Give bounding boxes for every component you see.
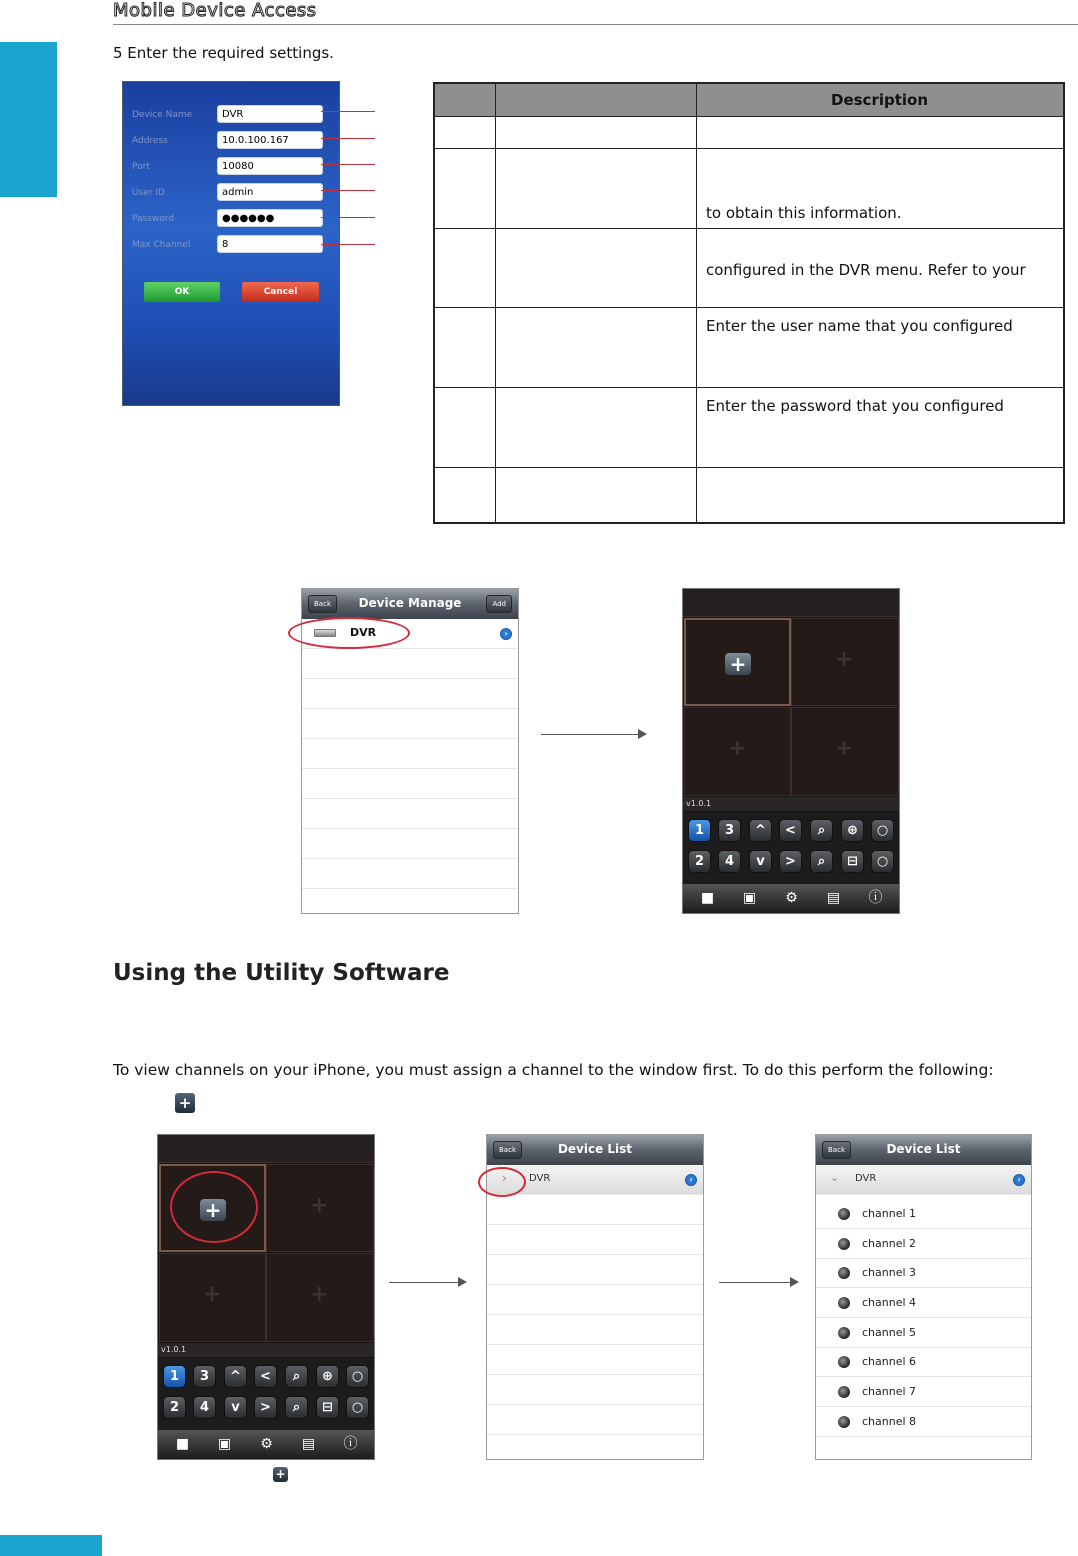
tilt-down-button[interactable]: v bbox=[749, 850, 772, 873]
channel-1-button[interactable]: 1 bbox=[163, 1365, 186, 1388]
channel-label: channel 1 bbox=[862, 1207, 917, 1220]
info-disclosure-icon[interactable]: › bbox=[500, 628, 512, 640]
channel-row[interactable] bbox=[816, 1378, 1031, 1407]
table-col-divider bbox=[696, 84, 697, 522]
zoom-out-button[interactable]: ⌕ bbox=[810, 850, 833, 873]
snapshot-icon[interactable]: ▣ bbox=[217, 1436, 232, 1452]
callout-line-1 bbox=[321, 111, 375, 112]
zoom-in-button[interactable]: ⌕ bbox=[285, 1365, 308, 1388]
table-cell: Enter the user name that you configured bbox=[706, 317, 1013, 335]
add-channel-dim-icon: + bbox=[835, 647, 854, 672]
playback-icon[interactable]: ▤ bbox=[301, 1436, 316, 1452]
page-header-title: Mobile Device Access bbox=[113, 0, 317, 21]
tilt-up-button[interactable]: ^ bbox=[749, 819, 772, 842]
device-list-expanded-screenshot bbox=[815, 1134, 1032, 1460]
table-cell: configured in the DVR menu. Refer to your bbox=[706, 261, 1026, 279]
expand-chevron-icon[interactable]: › bbox=[502, 1171, 507, 1185]
section-heading: Using the Utility Software bbox=[113, 960, 450, 986]
iris-close-button[interactable]: ○ bbox=[871, 850, 894, 873]
version-label: v1.0.1 bbox=[158, 1343, 374, 1357]
focus-far-button[interactable]: ⊟ bbox=[316, 1396, 339, 1419]
camera-icon bbox=[838, 1356, 850, 1368]
add-channel-icon: + bbox=[273, 1467, 288, 1482]
table-row-divider bbox=[435, 307, 1063, 308]
channel-row[interactable] bbox=[816, 1408, 1031, 1437]
table-header-description: Description bbox=[831, 91, 929, 109]
password-label: Password bbox=[132, 214, 175, 224]
callout-line-6 bbox=[321, 244, 375, 245]
section-intro: To view channels on your iPhone, you must assign a channel to the window first. To do this perform the following: bbox=[113, 1061, 994, 1079]
channel-label: channel 4 bbox=[862, 1296, 917, 1309]
channel-row[interactable] bbox=[816, 1259, 1031, 1288]
video-window-4[interactable] bbox=[791, 707, 899, 796]
address-field[interactable]: 10.0.100.167 bbox=[217, 131, 323, 149]
camera-icon bbox=[838, 1386, 850, 1398]
playback-icon[interactable]: ▤ bbox=[826, 890, 841, 906]
empty-row bbox=[487, 1405, 703, 1435]
navbar bbox=[487, 1135, 703, 1165]
add-channel-dim-icon: + bbox=[310, 1282, 329, 1307]
password-field[interactable]: ●●●●●● bbox=[217, 209, 323, 227]
address-label: Address bbox=[132, 136, 168, 146]
tilt-down-button[interactable]: v bbox=[224, 1396, 247, 1419]
control-pad bbox=[683, 812, 899, 884]
add-channel-dim-icon: + bbox=[310, 1193, 329, 1218]
nav-title: Device List bbox=[557, 1142, 633, 1156]
empty-row bbox=[487, 1315, 703, 1345]
channel-2-button[interactable]: 2 bbox=[688, 850, 711, 873]
table-header bbox=[435, 84, 1063, 117]
tilt-up-button[interactable]: ^ bbox=[224, 1365, 247, 1388]
channel-row[interactable] bbox=[816, 1319, 1031, 1348]
channel-label: channel 2 bbox=[862, 1237, 917, 1250]
channel-row[interactable] bbox=[816, 1348, 1031, 1377]
port-field[interactable]: 10080 bbox=[217, 157, 323, 175]
empty-row bbox=[487, 1285, 703, 1315]
pan-right-button[interactable]: > bbox=[254, 1396, 277, 1419]
empty-row bbox=[302, 829, 518, 859]
empty-row bbox=[302, 739, 518, 769]
iris-open-button[interactable]: ○ bbox=[871, 819, 894, 842]
callout-line-2 bbox=[321, 138, 375, 139]
back-button[interactable]: Back bbox=[493, 1141, 522, 1159]
snapshot-icon[interactable]: ▣ bbox=[742, 890, 757, 906]
live-top-bar bbox=[683, 589, 899, 617]
cancel-button[interactable]: Cancel bbox=[242, 282, 319, 302]
table-cell: Enter the password that you configured bbox=[706, 397, 1004, 415]
settings-icon[interactable]: ⚙ bbox=[785, 890, 798, 906]
side-tab bbox=[0, 42, 57, 197]
callout-line-4 bbox=[321, 190, 375, 191]
channel-label: channel 8 bbox=[862, 1415, 917, 1428]
arrow-icon bbox=[389, 1282, 465, 1283]
focus-far-button[interactable]: ⊟ bbox=[841, 850, 864, 873]
iris-open-button[interactable]: ○ bbox=[346, 1365, 369, 1388]
header-rule bbox=[113, 24, 1078, 25]
table-cell: to obtain this information. bbox=[706, 204, 902, 222]
table-col-divider bbox=[495, 84, 496, 522]
video-window-3[interactable] bbox=[159, 1253, 266, 1342]
navbar bbox=[302, 589, 518, 619]
stop-icon[interactable]: ■ bbox=[175, 1436, 190, 1452]
channel-label: channel 3 bbox=[862, 1266, 917, 1279]
empty-row bbox=[487, 1255, 703, 1285]
highlight-circle bbox=[478, 1167, 526, 1197]
add-channel-dim-icon: + bbox=[835, 736, 854, 761]
table-row-divider bbox=[435, 467, 1063, 468]
video-window-1[interactable] bbox=[684, 618, 791, 706]
footer-tab bbox=[0, 1535, 102, 1556]
user-id-label: User ID bbox=[132, 188, 165, 198]
nav-title: Device Manage bbox=[358, 596, 462, 610]
settings-table bbox=[433, 82, 1065, 524]
camera-icon bbox=[838, 1297, 850, 1309]
back-button[interactable]: Back bbox=[308, 595, 337, 613]
channel-row[interactable] bbox=[816, 1230, 1031, 1259]
add-channel-dim-icon: + bbox=[728, 736, 747, 761]
channel-row[interactable] bbox=[816, 1200, 1031, 1229]
callout-line-5 bbox=[321, 217, 375, 218]
empty-row bbox=[302, 679, 518, 709]
user-id-field[interactable]: admin bbox=[217, 183, 323, 201]
channel-3-button[interactable]: 3 bbox=[718, 819, 741, 842]
channel-row[interactable] bbox=[816, 1289, 1031, 1318]
ok-button[interactable]: OK bbox=[144, 282, 220, 302]
pan-right-button[interactable]: > bbox=[779, 850, 802, 873]
add-button[interactable]: Add bbox=[486, 595, 512, 613]
info-disclosure-icon[interactable]: › bbox=[685, 1174, 697, 1186]
empty-row bbox=[487, 1375, 703, 1405]
arrow-icon bbox=[541, 734, 645, 735]
back-button[interactable]: Back bbox=[822, 1141, 851, 1159]
channel-2-button[interactable]: 2 bbox=[163, 1396, 186, 1419]
highlight-circle bbox=[170, 1171, 258, 1243]
navbar bbox=[816, 1135, 1031, 1165]
device-label: DVR bbox=[529, 1173, 551, 1184]
camera-icon bbox=[838, 1416, 850, 1428]
video-window-3[interactable] bbox=[684, 707, 791, 796]
iris-close-button[interactable]: ○ bbox=[346, 1396, 369, 1419]
collapse-chevron-icon[interactable]: ⌄ bbox=[830, 1171, 840, 1184]
step-5-text: 5 Enter the required settings. bbox=[113, 44, 334, 62]
channel-4-button[interactable]: 4 bbox=[193, 1396, 216, 1419]
live-view-screenshot bbox=[682, 588, 900, 914]
camera-icon bbox=[838, 1208, 850, 1220]
control-pad bbox=[158, 1358, 374, 1430]
channel-3-button[interactable]: 3 bbox=[193, 1365, 216, 1388]
device-label: DVR bbox=[350, 626, 377, 639]
device-name-field[interactable]: DVR bbox=[217, 105, 323, 123]
channel-label: channel 5 bbox=[862, 1326, 917, 1339]
pan-left-button[interactable]: < bbox=[254, 1365, 277, 1388]
empty-row bbox=[487, 1225, 703, 1255]
highlight-circle bbox=[288, 617, 410, 649]
port-label: Port bbox=[132, 162, 150, 172]
video-window-2[interactable] bbox=[791, 618, 899, 706]
max-channel-field[interactable]: 8 bbox=[217, 235, 323, 253]
empty-row bbox=[487, 1345, 703, 1375]
channel-4-button[interactable]: 4 bbox=[718, 850, 741, 873]
info-disclosure-icon[interactable]: › bbox=[1013, 1174, 1025, 1186]
table-row-divider bbox=[435, 148, 1063, 149]
live-top-bar bbox=[158, 1135, 374, 1163]
add-channel-icon[interactable]: + bbox=[200, 1199, 226, 1221]
stop-icon[interactable]: ■ bbox=[700, 890, 715, 906]
camera-icon bbox=[838, 1267, 850, 1279]
info-icon[interactable]: ⓘ bbox=[343, 1436, 358, 1452]
info-icon[interactable]: ⓘ bbox=[868, 890, 883, 906]
table-row-divider bbox=[435, 228, 1063, 229]
empty-row bbox=[302, 709, 518, 739]
max-channel-label: Max Channel bbox=[132, 240, 191, 250]
empty-row bbox=[302, 859, 518, 889]
video-window-2[interactable] bbox=[266, 1164, 374, 1252]
device-name-label: Device Name bbox=[132, 110, 193, 120]
add-channel-dim-icon: + bbox=[203, 1282, 222, 1307]
zoom-in-button[interactable]: ⌕ bbox=[810, 819, 833, 842]
empty-row bbox=[302, 769, 518, 799]
callout-line-3 bbox=[321, 164, 375, 165]
channel-label: channel 6 bbox=[862, 1355, 917, 1368]
settings-icon[interactable]: ⚙ bbox=[260, 1436, 273, 1452]
focus-near-button[interactable]: ⊕ bbox=[316, 1365, 339, 1388]
add-channel-icon: + bbox=[175, 1093, 195, 1113]
empty-row bbox=[487, 1195, 703, 1225]
nav-title: Device List bbox=[886, 1142, 961, 1156]
table-row-divider bbox=[435, 387, 1063, 388]
device-row[interactable] bbox=[816, 1165, 1031, 1195]
empty-row bbox=[302, 649, 518, 679]
zoom-out-button[interactable]: ⌕ bbox=[285, 1396, 308, 1419]
camera-icon bbox=[838, 1238, 850, 1250]
camera-icon bbox=[838, 1327, 850, 1339]
channel-label: channel 7 bbox=[862, 1385, 917, 1398]
version-label: v1.0.1 bbox=[683, 797, 899, 811]
channel-1-button[interactable]: 1 bbox=[688, 819, 711, 842]
focus-near-button[interactable]: ⊕ bbox=[841, 819, 864, 842]
arrow-icon bbox=[719, 1282, 797, 1283]
bottom-toolbar bbox=[683, 884, 899, 914]
video-window-4[interactable] bbox=[266, 1253, 374, 1342]
empty-row bbox=[302, 799, 518, 829]
pan-left-button[interactable]: < bbox=[779, 819, 802, 842]
settings-phone-screenshot bbox=[122, 81, 340, 406]
device-label: DVR bbox=[855, 1173, 877, 1184]
add-channel-icon[interactable]: + bbox=[725, 653, 751, 675]
bottom-toolbar bbox=[158, 1430, 374, 1460]
